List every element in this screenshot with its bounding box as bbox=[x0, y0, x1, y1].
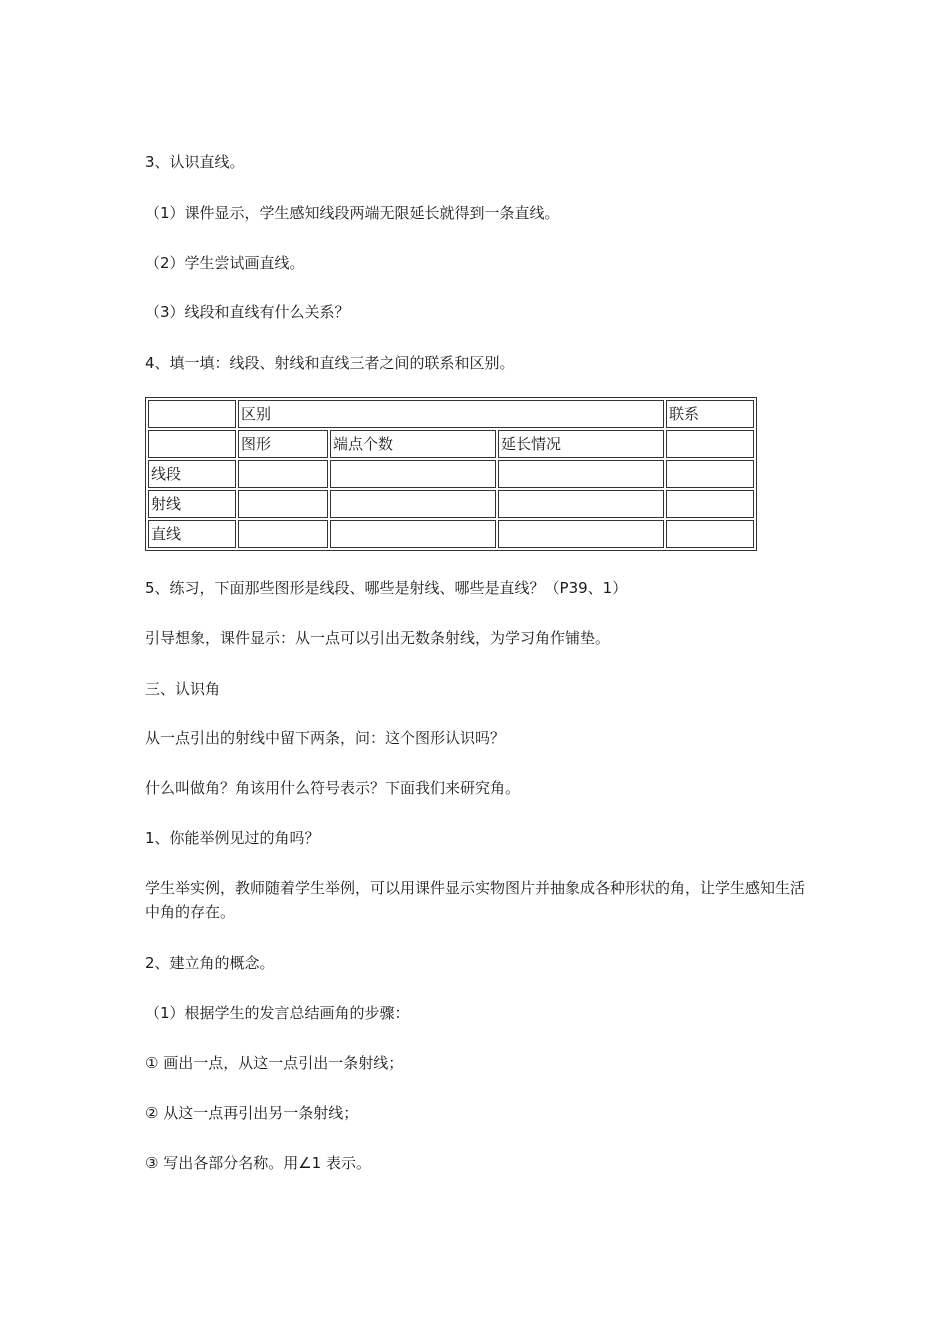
step-2-draw-line: （2）学生尝试画直线。 bbox=[145, 254, 305, 272]
question-what-is-angle: 什么叫做角？角该用什么符号表示？下面我们来研究角。 bbox=[145, 779, 521, 797]
table-cell-blank bbox=[148, 400, 236, 428]
table-cell bbox=[238, 490, 328, 518]
table-cell bbox=[666, 460, 754, 488]
step-circle-2: ② 从这一点再引出另一条射线； bbox=[145, 1104, 359, 1122]
section-heading-angle: 三、认识角 bbox=[145, 680, 221, 698]
table-subheader-endpoints: 端点个数 bbox=[330, 430, 496, 458]
table-row bbox=[148, 520, 754, 548]
table-cell bbox=[238, 460, 328, 488]
item-1-examples: 1、你能举例见过的角吗？ bbox=[145, 829, 320, 847]
guide-imagination: 引导想象，课件显示：从一点可以引出无数条射线，为学习角作铺垫。 bbox=[145, 629, 611, 647]
table-header-row bbox=[148, 400, 754, 428]
summary-steps: （1）根据学生的发言总结画角的步骤： bbox=[145, 1004, 410, 1022]
table-header-difference: 区别 bbox=[238, 400, 664, 428]
table-row bbox=[148, 490, 754, 518]
exercise-5: 5、练习，下面那些图形是线段、哪些是射线、哪些是直线？（P39、1） bbox=[145, 579, 628, 597]
table-subheader-row bbox=[148, 430, 754, 458]
table-header-relation: 联系 bbox=[666, 400, 754, 428]
students-examples: 学生举实例，教师随着学生举例，可以用课件显示实物图片并抽象成各种形状的角，让学生感知生活中角的存在。 bbox=[145, 879, 806, 921]
step-circle-1: ① 画出一点，从这一点引出一条射线； bbox=[145, 1054, 404, 1072]
table-cell bbox=[498, 460, 664, 488]
step-1-courseware: （1）课件显示，学生感知线段两端无限延长就得到一条直线。 bbox=[145, 204, 560, 222]
question-figure: 从一点引出的射线中留下两条，问：这个图形认识吗？ bbox=[145, 729, 506, 747]
heading-fill-in: 4、填一填：线段、射线和直线三者之间的联系和区别。 bbox=[145, 354, 515, 372]
table-cell bbox=[498, 520, 664, 548]
item-2-concept: 2、建立角的概念。 bbox=[145, 954, 275, 972]
table-cell bbox=[666, 490, 754, 518]
step-circle-3: ③ 写出各部分名称。用∠1 表示。 bbox=[145, 1154, 371, 1172]
table-row-label-ray: 射线 bbox=[148, 490, 236, 518]
table-cell bbox=[238, 520, 328, 548]
table-row-label-line: 直线 bbox=[148, 520, 236, 548]
comparison-table bbox=[145, 397, 757, 551]
table-subheader-shape: 图形 bbox=[238, 430, 328, 458]
table-cell bbox=[330, 490, 496, 518]
table-cell bbox=[148, 430, 236, 458]
table-cell bbox=[666, 520, 754, 548]
table-subheader-extension: 延长情况 bbox=[498, 430, 664, 458]
table-cell bbox=[666, 430, 754, 458]
table-cell bbox=[330, 460, 496, 488]
table-row-label-segment: 线段 bbox=[148, 460, 236, 488]
heading-recognize-line: 3、认识直线。 bbox=[145, 153, 245, 171]
table-cell bbox=[330, 520, 496, 548]
table-row bbox=[148, 460, 754, 488]
table-cell bbox=[498, 490, 664, 518]
step-3-relation-question: （3）线段和直线有什么关系？ bbox=[145, 303, 350, 321]
